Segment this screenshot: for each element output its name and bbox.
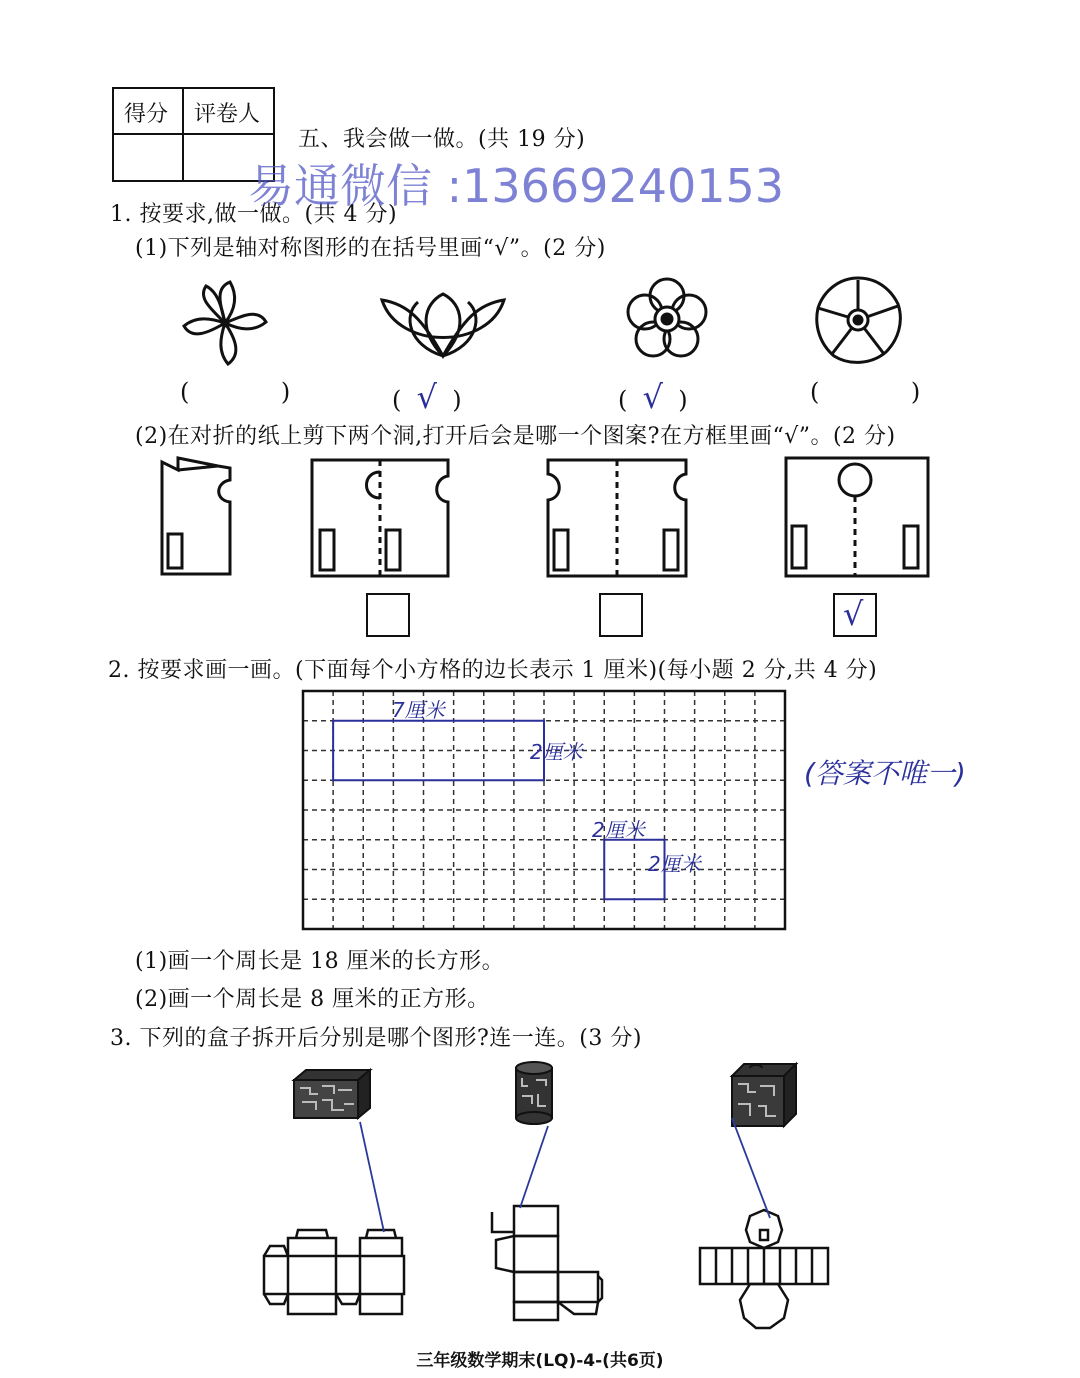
q1-part2-title: (2)在对折的纸上剪下两个洞,打开后会是哪一个图案?在方框里画“√”。(2 分) [135, 424, 896, 449]
section-title: 五、我会做一做。(共 19 分) [298, 127, 586, 152]
match-line [360, 1122, 384, 1232]
q1-part1-title: (1)下列是轴对称图形的在括号里画“√”。(2 分) [135, 236, 606, 261]
watermark: 易通微信 :13669240153 [248, 159, 785, 213]
score-label: 得分 [124, 102, 169, 127]
square-top-label: 2厘米 [592, 818, 645, 842]
match-line [520, 1126, 548, 1208]
q2-title: 2. 按要求画一画。(下面每个小方格的边长表示 1 厘米)(每小题 2 分,共 4 分) [108, 658, 878, 683]
match-line [732, 1118, 770, 1218]
q2-sub2: (2)画一个周长是 8 厘米的正方形。 [135, 987, 490, 1012]
answer-box-3[interactable]: √ [833, 593, 877, 637]
answer-paren-2: ( √ ) [392, 378, 462, 416]
q1-title: 1. 按要求,做一做。(共 4 分) [110, 202, 398, 227]
q3-title: 3. 下列的盒子拆开后分别是哪个图形?连一连。(3 分) [110, 1026, 642, 1051]
answer-paren-1: ( ) [180, 378, 291, 406]
answer-paren-4: ( ) [810, 378, 921, 406]
answer-paren-3: ( √ ) [618, 378, 688, 416]
square-side-label: 2厘米 [648, 852, 701, 876]
page-footer: 三年级数学期末(LQ)-4-(共6页) [416, 1351, 664, 1371]
rect-length-label: 7厘米 [392, 698, 445, 722]
grader-label: 评卷人 [194, 102, 261, 127]
answer-note: (答案不唯一) [804, 757, 966, 790]
q2-sub1: (1)画一个周长是 18 厘米的长方形。 [135, 949, 505, 974]
rect-width-label: 2厘米 [530, 740, 583, 764]
